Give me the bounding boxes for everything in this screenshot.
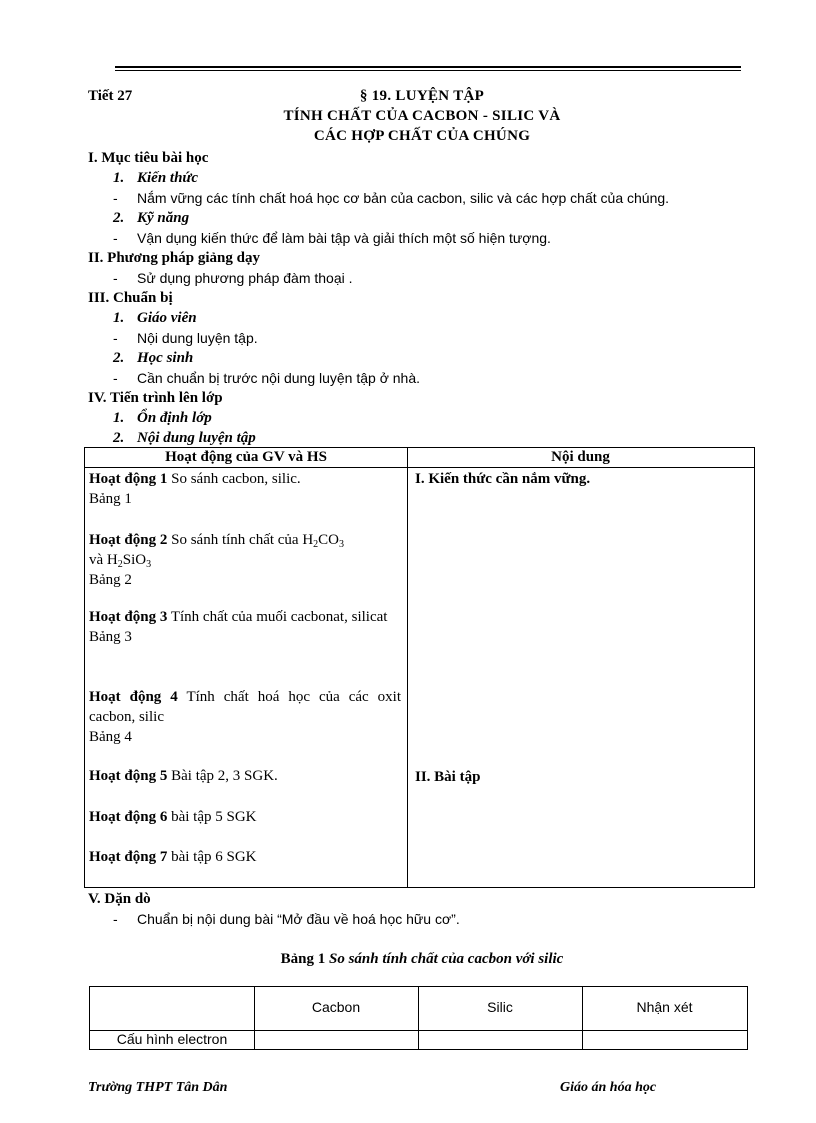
activity-text: Bài tập 2, 3 SGK. [167, 768, 278, 784]
activity-1 [89, 469, 401, 509]
title-line-1: § 19. LUYỆN TẬP [359, 88, 485, 104]
section-homework: V. Dặn dò [88, 891, 151, 907]
subscript: 2 [117, 559, 123, 570]
bullet-homework [113, 909, 460, 929]
title-line-2: TÍNH CHẤT CỦA CACBON - SILIC VÀ [283, 108, 561, 124]
activity-label: Hoạt động 6 [89, 809, 168, 825]
activity-label: Hoạt động 7 [89, 849, 168, 865]
bullet-text: Nội dung luyện tập. [137, 330, 258, 346]
subsection-skills [113, 208, 189, 228]
formula-part: và H [89, 552, 118, 568]
bullet-skills [113, 228, 551, 248]
column-header-remarks: Nhận xét [636, 999, 693, 1015]
footer-doc-type: Giáo án hóa học [560, 1080, 657, 1095]
subsection-number: 1. [113, 170, 125, 186]
activity-6 [89, 807, 401, 827]
bullet-text: Vận dụng kiến thức để làm bài tập và giải thích một số hiện tượng. [137, 230, 551, 246]
bullet-dash: - [113, 190, 118, 206]
subscript: 3 [339, 539, 345, 550]
column-divider [254, 987, 255, 1049]
comparison-table [89, 986, 748, 1050]
activity-text: So sánh tính chất của H [167, 532, 314, 548]
activity-table-ref: Bảng 4 [89, 729, 132, 745]
subsection-label: Học sinh [137, 350, 194, 366]
column-divider [582, 987, 583, 1049]
activity-table [84, 447, 755, 888]
activity-text: bài tập 5 SGK [167, 809, 257, 825]
table1-caption-label: Bảng 1 [280, 951, 326, 967]
bullet-text: Nắm vững các tính chất hoá học cơ bản của cacbon, silic và các hợp chất của chúng. [137, 190, 670, 206]
section-preparation: III. Chuẩn bị [88, 290, 173, 306]
subsection-number: 2. [113, 210, 125, 226]
lesson-number: Tiết 27 [88, 88, 133, 104]
section-procedure: IV. Tiến trình lên lớp [88, 390, 223, 406]
bullet-dash: - [113, 270, 118, 286]
bullet-dash: - [113, 330, 118, 346]
bullet-dash: - [113, 911, 118, 927]
bullet-teacher [113, 328, 258, 348]
bullet-knowledge [113, 188, 669, 208]
title-line-3: CÁC HỢP CHẤT CỦA CHÚNG [313, 128, 531, 144]
column-divider [418, 987, 419, 1049]
subsection-label: Giáo viên [137, 310, 197, 326]
table-header-divider [85, 467, 754, 468]
table1-caption [88, 949, 756, 969]
table-divider [407, 448, 408, 887]
subsection-label: Ổn định lớp [137, 410, 212, 426]
bullet-text: Chuẩn bị nội dung bài “Mở đầu về hoá học hữu cơ”. [137, 911, 460, 927]
activity-2 [89, 530, 401, 590]
subsection-number: 1. [113, 310, 125, 326]
subsection-teacher [113, 308, 197, 328]
subsection-students [113, 348, 193, 368]
formula-part: CO [318, 532, 340, 548]
content-knowledge: I. Kiến thức cần nắm vững. [415, 471, 591, 487]
column-header-carbon: Cacbon [311, 999, 361, 1015]
activity-label: Hoạt động 5 [89, 768, 168, 784]
column-header-silicon: Silic [487, 999, 513, 1015]
activity-7 [89, 847, 401, 867]
subscript: 2 [313, 539, 319, 550]
bullet-methods [113, 268, 353, 288]
bullet-dash: - [113, 370, 118, 386]
activity-4 [89, 687, 401, 747]
header-rule-thin [115, 70, 741, 71]
bullet-text: Cần chuẩn bị trước nội dung luyện tập ở nhà. [137, 370, 421, 386]
activity-5 [89, 766, 401, 786]
subsection-knowledge [113, 168, 198, 188]
footer-school: Trường THPT Tân Dân [88, 1080, 228, 1095]
activity-text: Tính chất hoá học của các oxit cacbon, silic [89, 689, 401, 725]
subsection-label: Nội dung luyện tập [137, 430, 256, 446]
activity-table-ref: Bảng 2 [89, 572, 132, 588]
subscript: 3 [146, 559, 152, 570]
subsection-class-order [113, 408, 212, 428]
bullet-students [113, 368, 420, 388]
activity-label: Hoạt động 3 [89, 609, 168, 625]
activity-label: Hoạt động 1 [89, 471, 168, 487]
header-rule-thick [115, 66, 741, 68]
subsection-number: 2. [113, 350, 125, 366]
formula-part: SiO [122, 552, 147, 568]
column-header-activities: Hoạt động của GV và HS [165, 449, 327, 465]
activity-label: Hoạt động 2 [89, 532, 168, 548]
subsection-number: 1. [113, 410, 125, 426]
subsection-label: Kiến thức [137, 170, 199, 186]
activity-table-ref: Bảng 3 [89, 629, 132, 645]
activity-label: Hoạt động 4 [89, 689, 178, 705]
table1-caption-text: So sánh tính chất của cacbon với silic [329, 951, 564, 967]
section-objectives: I. Mục tiêu bài học [88, 150, 209, 166]
activity-table-ref: Bảng 1 [89, 491, 132, 507]
subsection-practice-content [113, 428, 256, 448]
activity-text: Tính chất của muối cacbonat, silicat [167, 609, 388, 625]
bullet-dash: - [113, 230, 118, 246]
activity-3 [89, 607, 401, 647]
column-header-content: Nội dung [551, 449, 610, 465]
content-exercises: II. Bài tập [415, 769, 481, 785]
row-label-electron-config: Cấu hình electron [116, 1031, 228, 1047]
activity-text: bài tập 6 SGK [167, 849, 257, 865]
subsection-number: 2. [113, 430, 125, 446]
section-methods: II. Phương pháp giảng dạy [88, 250, 260, 266]
bullet-text: Sử dụng phương pháp đàm thoại . [137, 270, 353, 286]
activity-text: So sánh cacbon, silic. [167, 471, 301, 487]
subsection-label: Kỹ năng [137, 210, 190, 226]
